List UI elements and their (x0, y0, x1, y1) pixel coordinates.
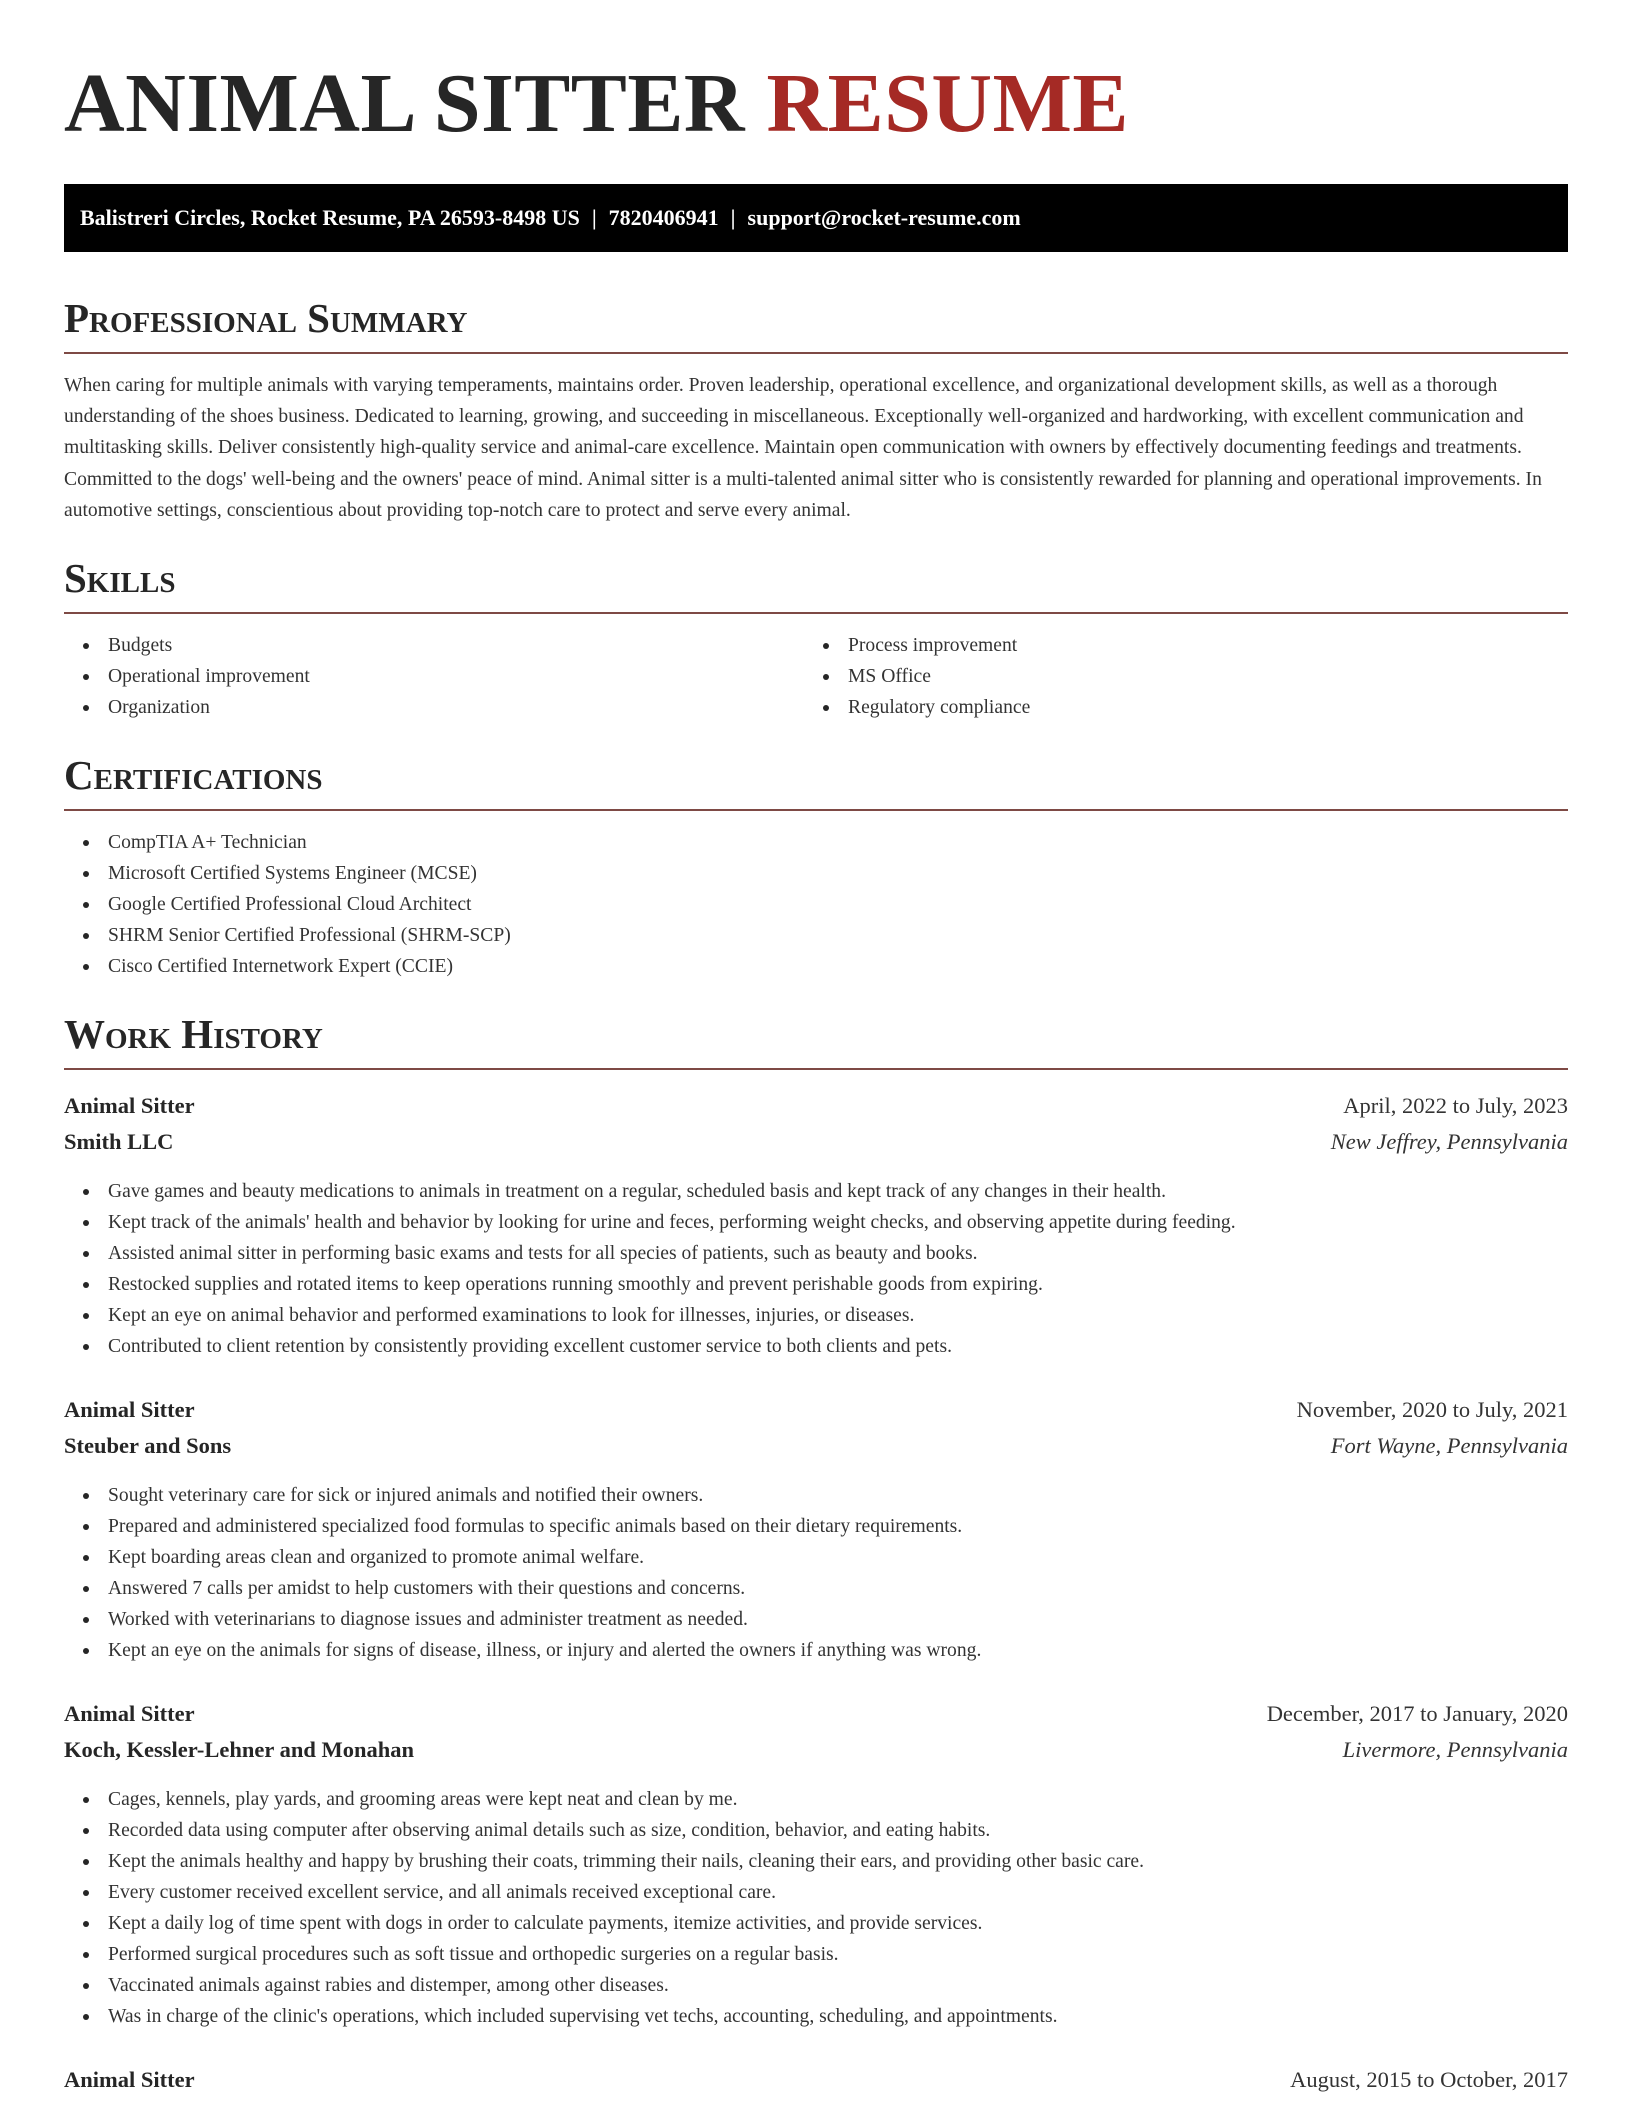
skills-heading: Skills (64, 554, 1568, 614)
certification-item: SHRM Senior Certified Professional (SHRM-SCP) (64, 920, 1568, 951)
job-duty: Answered 7 calls per amidst to help customers with their questions and concerns. (64, 1573, 1568, 1604)
job-entry (64, 1696, 1568, 2032)
title-accent: RESUME (766, 57, 1129, 150)
job-duty: Performed surgical procedures such as soft tissue and orthopedic surgeries on a regular basis. (64, 1939, 1568, 1970)
job-duty: Cages, kennels, play yards, and grooming areas were kept neat and clean by me. (64, 1784, 1568, 1815)
contact-phone: 7820406941 (608, 205, 719, 230)
job-duty: Kept boarding areas clean and organized to promote animal welfare. (64, 1542, 1568, 1573)
contact-address: Balistreri Circles, Rocket Resume, PA 26593-8498 US (80, 205, 580, 230)
skills-grid (64, 630, 1568, 723)
certification-item: Microsoft Certified Systems Engineer (MCSE) (64, 858, 1568, 889)
job-duty: Contributed to client retention by consistently providing excellent customer service to both clients and pets. (64, 1331, 1568, 1362)
job-company: Smith LLC (64, 1129, 174, 1155)
skill-item: Process improvement (804, 630, 1544, 661)
job-company: Koch, Kessler-Lehner and Monahan (64, 1737, 415, 1763)
job-duties (64, 1784, 1568, 2032)
job-title: Animal Sitter (64, 1093, 195, 1119)
skills-list-right (804, 630, 1544, 723)
certification-item: CompTIA A+ Technician (64, 827, 1568, 858)
job-title-row (64, 2062, 1568, 2098)
skill-item: MS Office (804, 661, 1544, 692)
job-location: Fort Wayne, Pennsylvania (1330, 1433, 1568, 1459)
job-duty: Every customer received excellent service, and all animals received exceptional care. (64, 1877, 1568, 1908)
skill-item: Organization (64, 692, 804, 723)
work-history-heading: Work History (64, 1010, 1568, 1070)
resume-page (64, 0, 1568, 2098)
work-history-list (64, 1088, 1568, 2098)
job-duty: Was in charge of the clinic's operations, which included supervising vet techs, accounting, scheduling, and appointments. (64, 2001, 1568, 2032)
job-duty: Prepared and administered specialized food formulas to specific animals based on their dietary requirements. (64, 1511, 1568, 1542)
job-dates: December, 2017 to January, 2020 (1266, 1701, 1568, 1727)
title-main: ANIMAL SITTER (64, 57, 746, 150)
job-dates: April, 2022 to July, 2023 (1343, 1093, 1568, 1119)
job-duties (64, 1480, 1568, 1666)
job-duty: Kept an eye on animal behavior and performed examinations to look for illnesses, injuries, or diseases. (64, 1300, 1568, 1331)
job-company: Steuber and Sons (64, 1433, 232, 1459)
skills-list-left (64, 630, 804, 723)
job-duty: Kept an eye on the animals for signs of disease, illness, or injury and alerted the owners if anything was wrong. (64, 1635, 1568, 1666)
job-duty: Sought veterinary care for sick or injured animals and notified their owners. (64, 1480, 1568, 1511)
job-title-row (64, 1392, 1568, 1428)
job-dates: August, 2015 to October, 2017 (1290, 2067, 1568, 2093)
job-duty: Kept a daily log of time spent with dogs in order to calculate payments, itemize activities, and provide services. (64, 1908, 1568, 1939)
skill-item: Regulatory compliance (804, 692, 1544, 723)
job-title: Animal Sitter (64, 1701, 195, 1727)
contact-bar (64, 184, 1568, 252)
job-duty: Recorded data using computer after observing animal details such as size, condition, behavior, and eating habits. (64, 1815, 1568, 1846)
job-duties (64, 1176, 1568, 1362)
job-duty: Assisted animal sitter in performing basic exams and tests for all species of patients, such as beauty and books. (64, 1238, 1568, 1269)
job-entry (64, 2062, 1568, 2098)
job-duty: Kept track of the animals' health and behavior by looking for urine and feces, performing weight checks, and observing appetite during feeding. (64, 1207, 1568, 1238)
job-duty: Kept the animals healthy and happy by brushing their coats, trimming their nails, cleaning their ears, and providing other basic care. (64, 1846, 1568, 1877)
job-duty: Restocked supplies and rotated items to keep operations running smoothly and prevent perishable goods from expiring. (64, 1269, 1568, 1300)
certification-item: Google Certified Professional Cloud Architect (64, 889, 1568, 920)
job-title: Animal Sitter (64, 2067, 195, 2093)
job-title-row (64, 1696, 1568, 1732)
job-company-row (64, 1428, 1568, 1464)
contact-email[interactable]: support@rocket-resume.com (747, 205, 1021, 230)
resume-title (64, 58, 1568, 150)
summary-heading: Professional Summary (64, 294, 1568, 354)
skill-item: Budgets (64, 630, 804, 661)
skill-item: Operational improvement (64, 661, 804, 692)
job-entry (64, 1392, 1568, 1666)
contact-separator: | (730, 205, 736, 230)
job-title: Animal Sitter (64, 1397, 195, 1423)
summary-text: When caring for multiple animals with varying temperaments, maintains order. Proven leadership, operational excellence, and organizational development skills, as well as a thorough understanding of the shoes business. Dedicated to learning, growing, and succeeding in miscellaneous. Exceptionally well-organized and hardworking, with excellent communication and multitasking skills. Deliver consistently high-quality service and animal-care excellence. Maintain open communication with owners by effectively documenting feedings and treatments. Committed to the dogs' well-being and the owners' peace of mind. Animal sitter is a multi-talented animal sitter who is consistently rewarded for planning and operational improvements. In automotive settings, conscientious about providing top-notch care to protect and serve every animal. (64, 375, 1542, 521)
job-duty: Gave games and beauty medications to animals in treatment on a regular, scheduled basis and kept track of any changes in their health. (64, 1176, 1568, 1207)
contact-separator: | (591, 205, 597, 230)
job-location: Livermore, Pennsylvania (1342, 1737, 1568, 1763)
job-title-row (64, 1088, 1568, 1124)
job-duty: Vaccinated animals against rabies and distemper, among other diseases. (64, 1970, 1568, 2001)
job-location: New Jeffrey, Pennsylvania (1330, 1129, 1568, 1155)
certifications-list (64, 827, 1568, 982)
job-company-row (64, 1124, 1568, 1160)
job-entry (64, 1088, 1568, 1362)
job-company-row (64, 1732, 1568, 1768)
certification-item: Cisco Certified Internetwork Expert (CCIE) (64, 951, 1568, 982)
job-dates: November, 2020 to July, 2021 (1296, 1397, 1568, 1423)
certifications-heading: Certifications (64, 751, 1568, 811)
job-duty: Worked with veterinarians to diagnose issues and administer treatment as needed. (64, 1604, 1568, 1635)
